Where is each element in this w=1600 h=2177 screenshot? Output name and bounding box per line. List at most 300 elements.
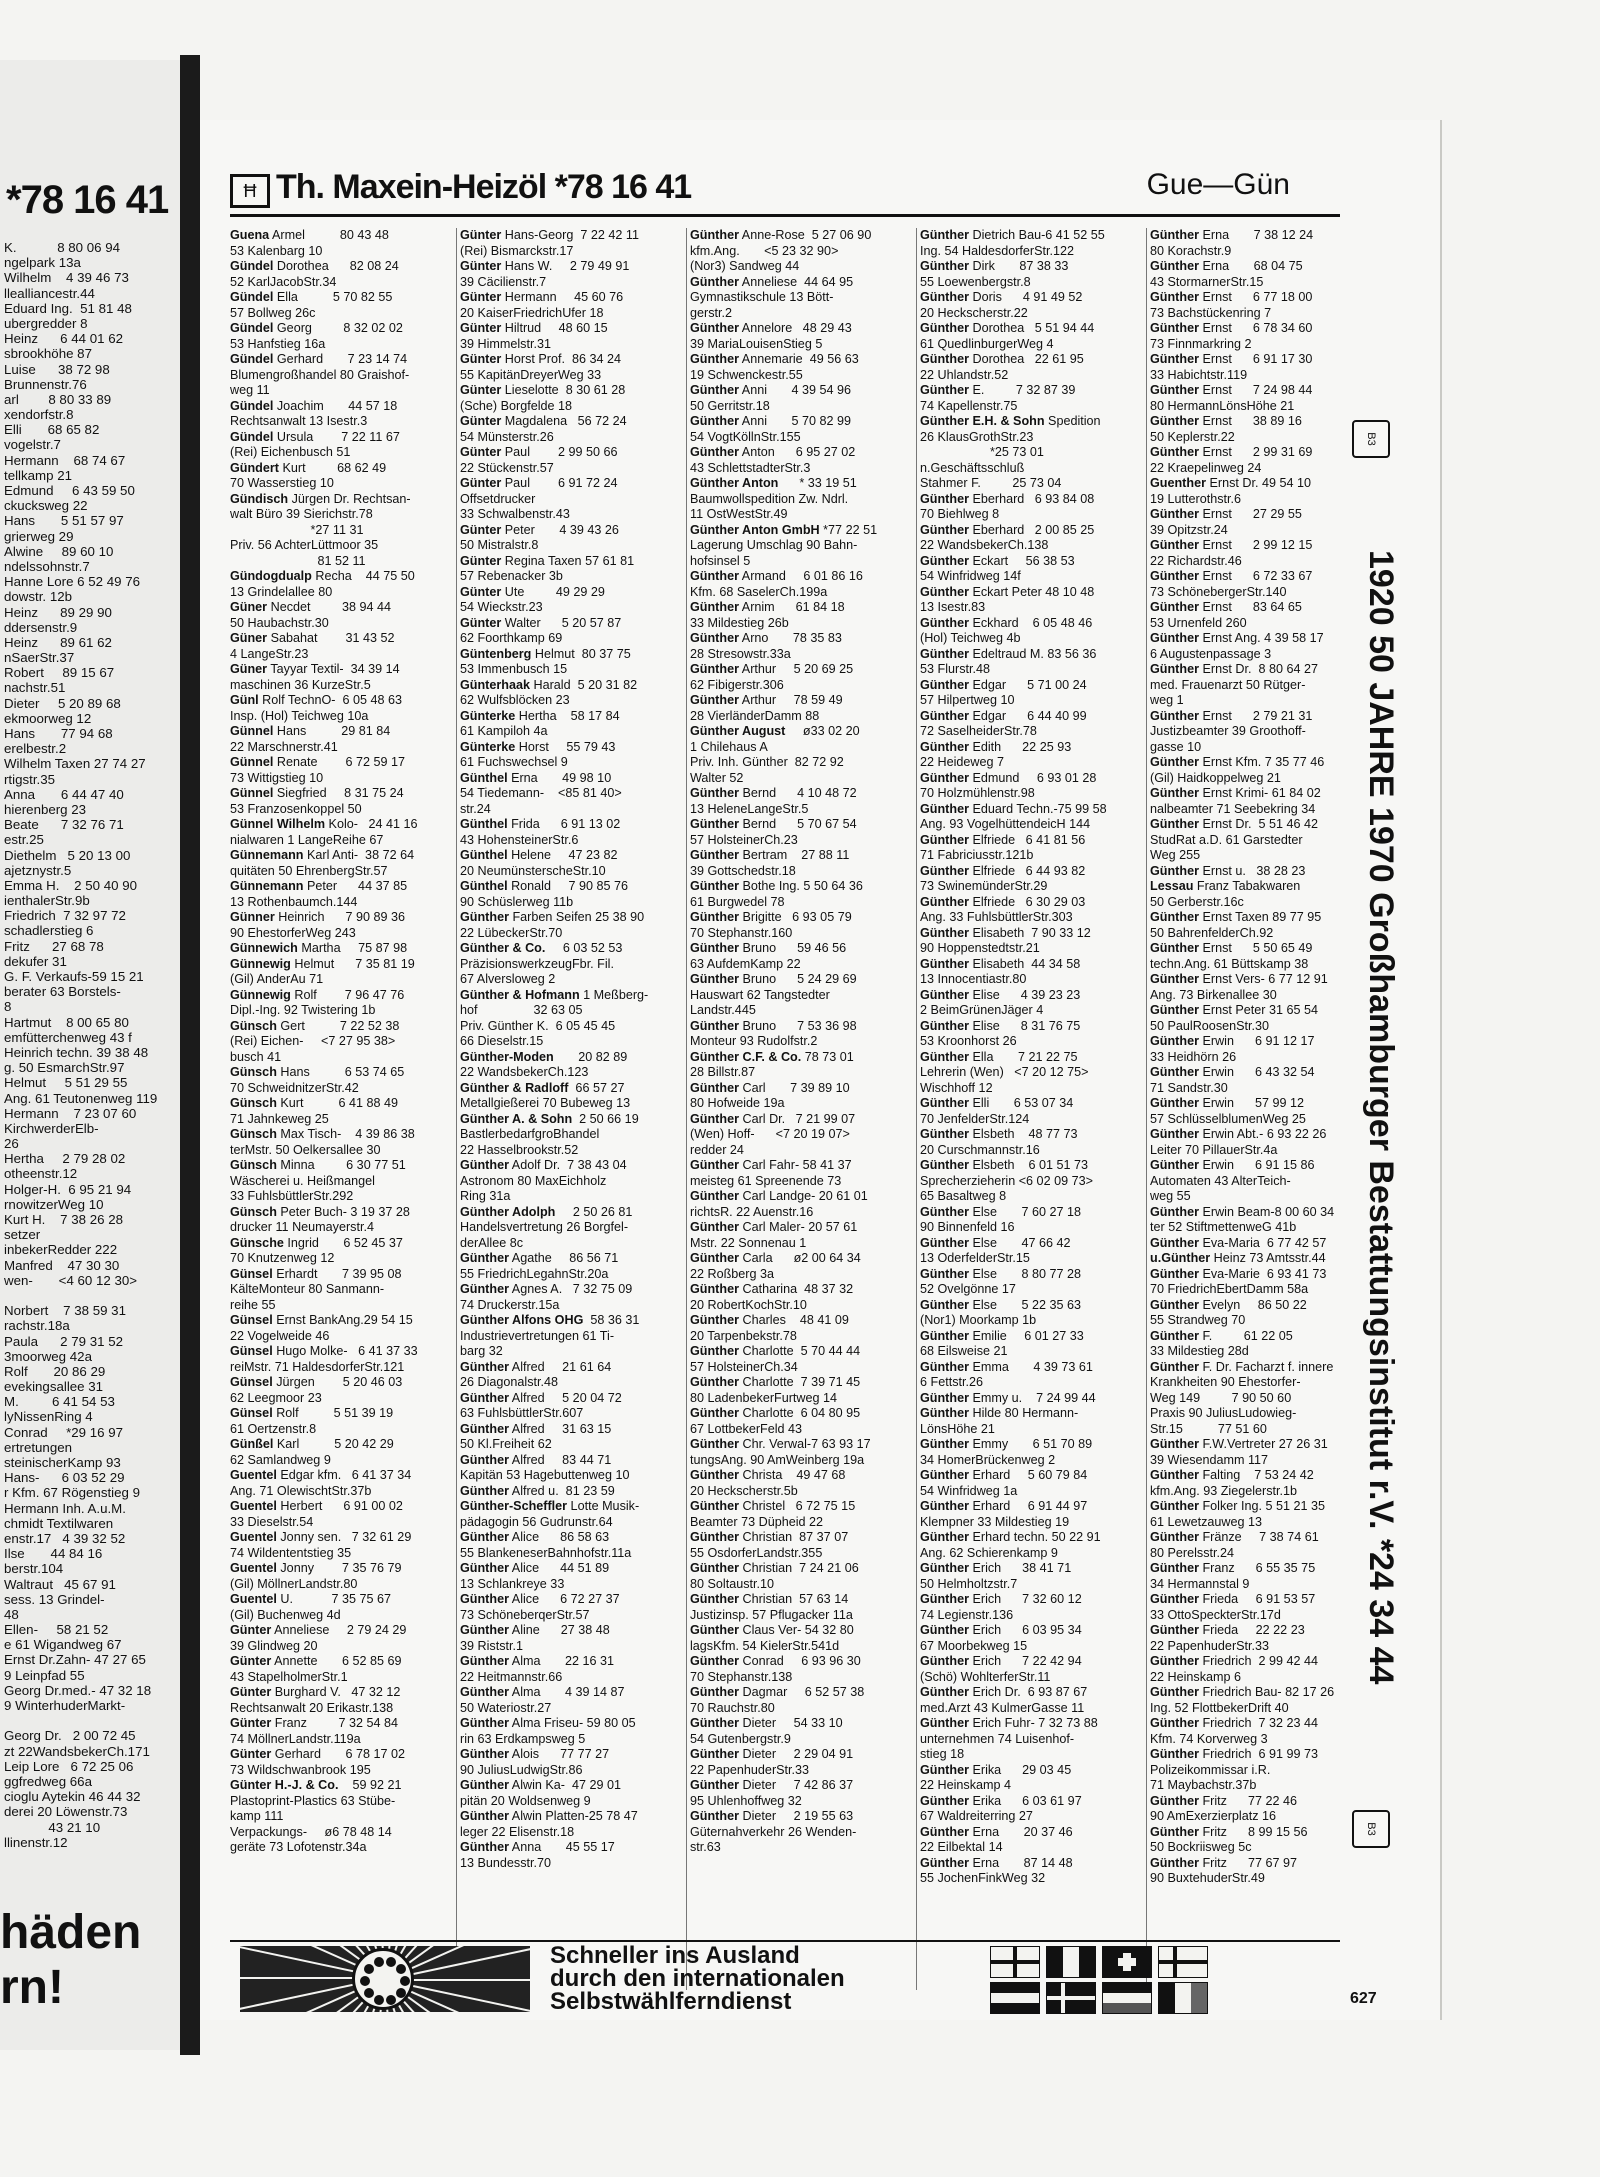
directory-entry: 55 FriedrichLegahnStr.20a xyxy=(460,1266,609,1281)
directory-entry: Günnel Siegfried 8 31 75 24 xyxy=(230,786,404,800)
directory-entry: Günther Elise 8 31 76 75 xyxy=(920,1018,1081,1033)
directory-entry: Günther C.F. & Co. 78 73 01 xyxy=(690,1049,854,1064)
france-flag-icon xyxy=(1158,1982,1208,2014)
directory-entry: Günther Dorothea 5 51 94 44 xyxy=(920,321,1095,335)
dial-hole xyxy=(360,1976,370,1986)
directory-entry: 6 Fettstr.26 xyxy=(920,1375,983,1389)
directory-entry: Günther Bothe Ing. 5 50 64 36 xyxy=(690,879,863,893)
directory-entry: Beate 7 32 76 71 xyxy=(4,817,124,833)
directory-entry: Günsch Kurt 6 41 88 49 xyxy=(230,1096,399,1110)
column-divider xyxy=(916,228,917,1990)
directory-entry: Holger-H. 6 95 21 94 xyxy=(4,1181,132,1197)
directory-entry: redder 24 xyxy=(690,1142,744,1157)
directory-entry: Günther Carl Maler- 20 57 61 xyxy=(690,1220,858,1234)
directory-entry: busch 41 xyxy=(230,1049,282,1064)
directory-entry: Robert 89 15 67 xyxy=(4,665,115,681)
directory-entry: Günther Eckart 56 38 53 xyxy=(920,553,1075,568)
directory-entry: Günther Bernd 5 70 67 54 xyxy=(690,817,857,831)
side-ad-text: 1920 50 JAHRE 1970 Großhamburger Bestattungsinstitut r.V. *24 34 44 xyxy=(1362,550,1400,1685)
directory-entry: Günther & Hofmann 1 Meßberg- xyxy=(460,987,649,1002)
directory-entry: Gündel Gerhard 7 23 14 74 xyxy=(230,352,408,366)
directory-entry: Guentel Jonny 7 35 76 79 xyxy=(230,1561,402,1575)
directory-entry: 71 Fabriciusstr.121b xyxy=(920,848,1034,862)
directory-entry: enstr.17 4 39 32 52 xyxy=(4,1530,126,1546)
directory-entry: richtsR. 22 Auenstr.16 xyxy=(690,1204,814,1219)
directory-entry: Günther Ernst 38 89 16 xyxy=(1150,414,1302,428)
directory-entry: 53 Kalenbarg 10 xyxy=(230,243,323,258)
directory-entry: Friedrich 7 32 97 72 xyxy=(4,908,126,924)
directory-entry: Hans 77 94 68 xyxy=(4,726,113,741)
directory-entry: Günsch Hans 6 53 74 65 xyxy=(230,1065,405,1079)
directory-entry: 20 Heckscherstr.22 xyxy=(920,305,1028,320)
directory-entry: Günter Hans W. 2 79 49 91 xyxy=(460,259,630,273)
directory-entry: Günnel Hans 29 81 84 xyxy=(230,724,391,738)
directory-entry: erelbestr.2 xyxy=(4,741,67,757)
directory-entry: Weg 255 xyxy=(1150,848,1201,862)
directory-entry: 39 Riststr.1 xyxy=(460,1638,523,1653)
directory-entry: n.Geschäftsschluß xyxy=(920,460,1025,475)
directory-entry: Hermann 68 74 67 xyxy=(4,452,126,468)
directory-entry: Günther Erwin Abt.- 6 93 22 26 xyxy=(1150,1127,1327,1141)
directory-entry: 70 Holzmühlenstr.98 xyxy=(920,786,1035,800)
directory-entry: Günther Edeltraud M. 83 56 36 xyxy=(920,646,1097,661)
directory-entry: Günter Anneliese 2 79 24 29 xyxy=(230,1623,407,1637)
directory-entry: Hartmut 8 00 65 80 xyxy=(4,1014,129,1030)
directory-entry: Günther Farben Seifen 25 38 90 xyxy=(460,910,645,924)
directory-entry: Günther Charlotte 7 39 71 45 xyxy=(690,1375,861,1389)
directory-entry: 55 JochenFinkWeg 32 xyxy=(920,1871,1046,1885)
swiss-flag-icon xyxy=(1102,1946,1152,1978)
directory-entry: Günsel Rolf 5 51 39 19 xyxy=(230,1406,394,1420)
directory-entry: Günther Ernst Dr. 8 80 64 27 xyxy=(1150,662,1318,676)
directory-entry: Günter Peter 4 39 43 26 xyxy=(460,522,619,537)
directory-entry: 54 VogtKöllnStr.155 xyxy=(690,429,801,444)
directory-entry: 61 Oertzenstr.8 xyxy=(230,1421,317,1436)
directory-entry: Günther Anton * 33 19 51 xyxy=(690,476,857,490)
directory-entry: rachstr.18a xyxy=(4,1318,70,1334)
directory-entry: reihe 55 xyxy=(230,1297,276,1312)
directory-entry: Günther Frieda 6 91 53 57 xyxy=(1150,1592,1316,1606)
directory-entry: Günther Ernst 6 78 34 60 xyxy=(1150,321,1313,335)
directory-entry: ndelssohnstr.7 xyxy=(4,558,90,574)
directory-entry: Günther Ernst 2 99 12 15 xyxy=(1150,538,1313,552)
directory-entry: Metallgießerei 70 Bubeweg 13 xyxy=(460,1096,631,1110)
directory-entry: Hans 5 51 57 97 xyxy=(4,513,124,529)
directory-entry: Guentel Herbert 6 91 00 02 xyxy=(230,1499,403,1513)
directory-entry: r Kfm. 67 Rögenstieg 9 xyxy=(4,1485,140,1501)
directory-entry: 22 PapenhuderStr.33 xyxy=(1150,1638,1270,1653)
directory-entry: 70 Biehlweg 8 xyxy=(920,507,1000,521)
directory-entry: Lagerung Umschlag 90 Bahn- xyxy=(690,538,858,552)
directory-entry: Günnewig Rolf 7 96 47 76 xyxy=(230,987,405,1002)
directory-entry: Günthel Ronald 7 90 85 76 xyxy=(460,879,629,893)
directory-entry: Dipl.-Ing. 92 Twistering 1b xyxy=(230,1003,376,1017)
directory-entry: M. 6 41 54 53 xyxy=(4,1394,115,1410)
directory-entry: lyNissenRing 4 xyxy=(4,1409,93,1425)
directory-entry: Günßel Karl 5 20 42 29 xyxy=(230,1437,394,1451)
directory-entry: 33 Schwalbenstr.43 xyxy=(460,507,570,521)
directory-entry: hofsinsel 5 xyxy=(690,553,751,568)
directory-entry: nialwaren 1 LangeReihe 67 xyxy=(230,832,384,847)
directory-entry: 61 Burgwedel 78 xyxy=(690,894,785,909)
directory-entry: Günsel Hugo Molke- 6 41 37 33 xyxy=(230,1344,418,1358)
directory-column-3 xyxy=(690,228,912,1856)
directory-entry: Günther Elisabeth 44 34 58 xyxy=(920,956,1081,971)
directory-entry: 28 Billstr.87 xyxy=(690,1065,756,1079)
directory-entry: Günter H.-J. & Co. 59 92 21 xyxy=(230,1778,402,1792)
directory-entry: Ang. 73 Birkenallee 30 xyxy=(1150,987,1277,1002)
directory-entry: Günther Emma 4 39 73 61 xyxy=(920,1359,1093,1374)
directory-entry: 26 Diagonalstr.48 xyxy=(460,1375,559,1389)
directory-entry: Günnemann Peter 44 37 85 xyxy=(230,879,408,893)
directory-entry: Rolf 20 86 29 xyxy=(4,1363,106,1379)
directory-entry: Günsch Gert 7 22 52 38 xyxy=(230,1018,400,1033)
directory-entry: 62 Fibigerstr.306 xyxy=(690,677,784,692)
directory-entry: Günter Regina Taxen 57 61 81 xyxy=(460,553,635,568)
directory-entry: 67 LottbekerFeld 43 xyxy=(690,1421,803,1436)
directory-entry: 50 Gerberstr.16c xyxy=(1150,894,1244,909)
directory-entry: arl 8 80 33 89 xyxy=(4,391,112,407)
directory-entry: 52 Ovelgönne 17 xyxy=(920,1282,1016,1296)
directory-entry: 52 KarlJacobStr.34 xyxy=(230,274,337,289)
directory-entry: Günther Alfred 31 63 15 xyxy=(460,1421,612,1436)
directory-entry: 57 SchlüsselblumenWeg 25 xyxy=(1150,1111,1306,1126)
directory-entry: Günther Ernst Krimi- 61 84 02 xyxy=(1150,786,1321,800)
directory-entry: (Gil) Haidkoppelweg 21 xyxy=(1150,770,1281,785)
directory-entry: weg 11 xyxy=(230,383,270,397)
directory-entry: Georg Dr.med.- 47 32 18 xyxy=(4,1682,152,1698)
directory-column-4 xyxy=(920,228,1142,1887)
directory-entry: Priv. Günther K. 6 05 45 45 xyxy=(460,1018,616,1033)
directory-entry: Günther Eckhard 6 05 48 46 xyxy=(920,615,1093,630)
directory-entry: Günthel Helene 47 23 82 xyxy=(460,848,618,862)
directory-entry: gasse 10 xyxy=(1150,739,1202,754)
directory-entry: 28 VierländerDamm 88 xyxy=(690,708,820,723)
directory-entry: Günther Alfred 5 20 04 72 xyxy=(460,1390,622,1405)
directory-entry: Günther Dieter 2 19 55 63 xyxy=(690,1809,854,1823)
directory-entry: (Schö) WohlterferStr.11 xyxy=(920,1669,1051,1684)
column-divider xyxy=(456,228,457,1990)
directory-entry: Günther Alfred 21 61 64 xyxy=(460,1359,612,1374)
directory-entry: tellkamp 21 xyxy=(4,467,72,483)
directory-entry: Günthel Frida 6 91 13 02 xyxy=(460,817,621,831)
directory-entry: Günther Eva-Maria 6 77 42 57 xyxy=(1150,1235,1327,1250)
directory-entry: 70 Stephanstr.138 xyxy=(690,1669,793,1684)
directory-entry: 55 BlankeneserBahnhofstr.11a xyxy=(460,1545,632,1560)
directory-entry: Günther Hilde 80 Hermann- xyxy=(920,1406,1079,1420)
directory-entry: (Sche) Borgfelde 18 xyxy=(460,398,573,413)
directory-entry: Günterhaak Harald 5 20 31 82 xyxy=(460,677,638,692)
directory-entry: Günther Anni 5 70 82 99 xyxy=(690,414,852,428)
directory-entry: Günther Erich Dr. 6 93 87 67 xyxy=(920,1685,1088,1699)
directory-entry: Günther Anna 45 55 17 xyxy=(460,1840,615,1854)
directory-entry: BastlerbedarfgroBhandel xyxy=(460,1127,600,1141)
directory-entry: Günther Anni 4 39 54 96 xyxy=(690,383,852,397)
directory-entry: leger 22 Elisenstr.18 xyxy=(460,1824,575,1839)
directory-column-2 xyxy=(460,228,682,1871)
directory-entry: Justizinsp. 57 Pflugacker 11a xyxy=(690,1607,853,1622)
directory-entry: Günther Else 8 80 77 28 xyxy=(920,1266,1081,1281)
directory-entry: 65 Basaltweg 8 xyxy=(920,1189,1007,1203)
directory-entry: 22 WandsbekerCh.123 xyxy=(460,1065,589,1079)
dial-hole xyxy=(364,1988,374,1998)
directory-entry: 70 Stephanstr.160 xyxy=(690,925,793,940)
directory-entry: Dieter 5 20 89 68 xyxy=(4,695,121,711)
directory-entry: Günter Horst Prof. 86 34 24 xyxy=(460,352,621,366)
directory-entry: Günterke Horst 55 79 43 xyxy=(460,739,616,754)
directory-entry: derei 20 Löwenstr.73 xyxy=(4,1804,128,1820)
directory-entry: berstr.104 xyxy=(4,1561,64,1577)
left-page-header: *78 16 41 xyxy=(6,178,169,222)
directory-entry: 54 Winfridweg 14f xyxy=(920,569,1021,583)
directory-entry: Günther Catharina 48 37 32 xyxy=(690,1282,854,1296)
directory-entry: Gündisch Jürgen Dr. Rechtsan- xyxy=(230,491,411,506)
directory-entry: 53 Kroonhorst 26 xyxy=(920,1034,1017,1048)
directory-entry: Ang. 62 Schierenkamp 9 xyxy=(920,1545,1058,1560)
directory-entry: ckucksweg 22 xyxy=(4,498,88,514)
directory-entry: Güternahverkehr 26 Wenden- xyxy=(690,1824,857,1839)
directory-entry: Rechtsanwalt 13 Isestr.3 xyxy=(230,414,368,428)
directory-entry: 55 OsdorferLandstr.355 xyxy=(690,1545,823,1560)
directory-entry: Alwine 89 60 10 xyxy=(4,543,114,559)
directory-entry: Günther Ella 7 21 22 75 xyxy=(920,1049,1078,1064)
directory-entry: Günther Erich 38 41 71 xyxy=(920,1561,1072,1575)
directory-entry: Günther Erna 7 38 12 24 xyxy=(1150,228,1314,242)
directory-entry: estr.25 xyxy=(4,832,44,848)
directory-entry: Günther Erwin 6 91 12 17 xyxy=(1150,1034,1315,1048)
directory-entry: 80 LadenbekerFurtweg 14 xyxy=(690,1390,838,1405)
directory-entry: Günther Arthur 5 20 69 25 xyxy=(690,662,854,676)
directory-entry: Lessau Franz Tabakwaren xyxy=(1150,879,1301,893)
directory-entry: Günther Alwin Ka- 47 29 01 xyxy=(460,1778,621,1792)
page-number: 627 xyxy=(1350,1990,1377,2007)
directory-entry: 50 PaulRoosenStr.30 xyxy=(1150,1018,1270,1033)
directory-entry: Günther Frieda 22 22 23 xyxy=(1150,1623,1305,1637)
directory-entry: 19 Schwenckestr.55 xyxy=(690,367,803,382)
directory-entry: Ang. 33 FuhlsbüttlerStr.303 xyxy=(920,910,1073,924)
directory-entry: Günther Emmy u. 7 24 99 44 xyxy=(920,1390,1096,1405)
directory-entry: Gündel Joachim 44 57 18 xyxy=(230,398,398,413)
directory-entry: 73 SwinemünderStr.29 xyxy=(920,879,1048,893)
directory-entry: Günther Arnim 61 84 18 xyxy=(690,600,845,614)
directory-entry: stieg 18 xyxy=(920,1747,965,1761)
directory-entry: Günther Folker Ing. 5 51 21 35 xyxy=(1150,1499,1326,1513)
directory-entry: Günther Erich 6 03 95 34 xyxy=(920,1623,1082,1637)
directory-entry: e 61 Wigandweg 67 xyxy=(4,1637,122,1653)
directory-entry: Industrievertretungen 61 Ti- xyxy=(460,1328,615,1343)
directory-entry: Günther Ernst Kfm. 7 35 77 46 xyxy=(1150,755,1325,769)
directory-entry: Günter Annette 6 52 85 69 xyxy=(230,1654,402,1668)
directory-entry: Günther Edmund 6 93 01 28 xyxy=(920,770,1097,785)
directory-entry: Günther Charlotte 5 70 44 44 xyxy=(690,1344,861,1358)
directory-entry: Günther Ernst 2 79 21 31 xyxy=(1150,708,1313,723)
directory-entry: KirchwerderElb- xyxy=(4,1120,99,1136)
directory-entry: ekmoorweg 12 xyxy=(4,710,92,726)
directory-entry: Ang. 93 VogelhüttendeicH 144 xyxy=(920,817,1091,831)
directory-entry: 1 Chilehaus A xyxy=(690,739,768,754)
directory-entry: Günther E.H. & Sohn Spedition xyxy=(920,414,1101,428)
directory-entry: meisteg 61 Spreenende 73 xyxy=(690,1173,842,1188)
directory-entry: Polizeikommissar i.R. xyxy=(1150,1762,1271,1777)
directory-entry: Günther Elsbeth 48 77 73 xyxy=(920,1127,1078,1141)
directory-entry: chmidt Textilwaren xyxy=(4,1515,114,1531)
directory-entry: kamp 111 xyxy=(230,1809,284,1823)
directory-entry: 22 Heinskamp 6 xyxy=(1150,1669,1242,1684)
directory-entry: Automaten 43 AlterTeich- xyxy=(1150,1173,1291,1188)
directory-entry: 33 FuhlsbüttlerStr.292 xyxy=(230,1189,354,1203)
directory-entry: Heinrich techn. 39 38 48 xyxy=(4,1044,149,1060)
directory-entry: 81 52 11 xyxy=(230,553,366,568)
directory-entry: Günther Bruno 7 53 36 98 xyxy=(690,1018,857,1033)
directory-entry: Günther Annemarie 49 56 63 xyxy=(690,352,859,366)
directory-entry: Kurt H. 7 38 26 28 xyxy=(4,1212,124,1227)
directory-entry xyxy=(4,1288,176,1303)
directory-entry: (Gil) MöllnerLandstr.80 xyxy=(230,1576,358,1591)
directory-entry: 90 AmExerzierplatz 16 xyxy=(1150,1809,1276,1823)
directory-entry: Edmund 6 43 59 50 xyxy=(4,483,135,498)
directory-entry: Günther Bruno 59 46 56 xyxy=(690,941,847,955)
directory-entry: Günther Erika 6 03 61 97 xyxy=(920,1793,1082,1808)
directory-entry: Conrad *29 16 97 xyxy=(4,1424,124,1440)
directory-entry: Stahmer F. 25 73 04 xyxy=(920,476,1062,490)
directory-entry: Sprecherzieherin <6 02 09 73> xyxy=(920,1173,1093,1188)
directory-entry: Gündel Ella 5 70 82 55 xyxy=(230,290,393,304)
directory-entry: 57 HolsteinerCh.34 xyxy=(690,1359,798,1374)
directory-entry: Luise 38 72 98 xyxy=(4,361,110,377)
directory-entry: vogelstr.7 xyxy=(4,437,61,453)
directory-entry: Kfm. 68 SaselerCh.199a xyxy=(690,584,828,599)
directory-entry: Günther Ernst u. 38 28 23 xyxy=(1150,863,1306,878)
directory-entry: 9 WinterhuderMarkt- xyxy=(4,1698,126,1713)
directory-entry: KälteMonteur 80 Sanmann- xyxy=(230,1282,385,1296)
directory-entry: Justizbeamter 39 Groothoff- xyxy=(1150,724,1306,738)
directory-entry: Günter Walter 5 20 57 87 xyxy=(460,615,622,630)
directory-entry: Blumengroßhandel 80 Graishof- xyxy=(230,367,410,382)
directory-entry: derAllee 8c xyxy=(460,1235,524,1250)
directory-entry: Günther Agathe 86 56 71 xyxy=(460,1251,619,1265)
badge-icon: B3 xyxy=(1352,420,1390,458)
directory-entry: Günther F.W.Vertreter 27 26 31 xyxy=(1150,1437,1328,1451)
directory-entry: 26 xyxy=(4,1136,19,1152)
directory-entry: hierenberg 23 xyxy=(4,801,87,817)
directory-entry: 43 HohensteinerStr.6 xyxy=(460,832,579,847)
denmark-flag-icon xyxy=(1046,1982,1096,2014)
directory-entry: 80 Soltaustr.10 xyxy=(690,1576,775,1591)
directory-entry: Günther Christian 57 63 14 xyxy=(690,1592,849,1606)
directory-entry: ddersenstr.9 xyxy=(4,619,78,635)
directory-entry: Günther Alfons OHG 58 36 31 xyxy=(460,1313,640,1327)
directory-entry: Günther A. & Sohn 2 50 66 19 xyxy=(460,1111,639,1126)
directory-entry: Günther E. 7 32 87 39 xyxy=(920,383,1076,397)
directory-entry: Günter Paul 6 91 72 24 xyxy=(460,476,618,490)
directory-entry: 39 Opitzstr.24 xyxy=(1150,522,1228,537)
directory-entry: Paula 2 79 31 52 xyxy=(4,1333,124,1349)
directory-entry: weg 55 xyxy=(1150,1189,1191,1203)
directory-entry: Günther Conrad 6 93 96 30 xyxy=(690,1654,861,1668)
directory-entry: 20 NeumünsterscheStr.10 xyxy=(460,863,606,878)
directory-entry: *27 11 31 xyxy=(230,522,364,537)
directory-entry: Günther Else 47 66 42 xyxy=(920,1235,1071,1250)
directory-entry: 73 Wittigstieg 10 xyxy=(230,770,324,785)
directory-entry: Guenther Ernst Dr. 49 54 10 xyxy=(1150,476,1311,490)
directory-entry: 61 Kampiloh 4a xyxy=(460,724,548,738)
directory-entry: Günther Fritz 77 22 46 xyxy=(1150,1793,1297,1808)
directory-entry: 80 Hofweide 19a xyxy=(690,1096,785,1110)
directory-entry: 62 Leegmoor 23 xyxy=(230,1390,322,1405)
badge-icon: B3 xyxy=(1352,1810,1390,1848)
directory-entry: Günsch Minna 6 30 77 51 xyxy=(230,1158,406,1172)
directory-entry: Günther & Co. 6 03 52 53 xyxy=(460,941,623,955)
directory-entry: 20 Curschmannstr.16 xyxy=(920,1142,1040,1157)
directory-entry: Günther Elli 6 53 07 34 xyxy=(920,1096,1074,1110)
directory-entry: Ilse 44 84 16 xyxy=(4,1546,103,1562)
directory-entry: 50 Haubachstr.30 xyxy=(230,615,329,630)
directory-entry: 13 HeleneLangeStr.5 xyxy=(690,801,809,816)
directory-entry: Günter Paul 2 99 50 66 xyxy=(460,445,618,459)
directory-entry: pädagogin 56 Gudrunstr.64 xyxy=(460,1514,613,1529)
directory-entry: Günther Friedrich 6 91 99 73 xyxy=(1150,1747,1318,1761)
directory-entry: Günther Claus Ver- 54 32 80 xyxy=(690,1623,854,1637)
directory-entry: Monteur 93 Rudolfstr.2 xyxy=(690,1034,818,1048)
directory-entry: 90 Binnenfeld 16 xyxy=(920,1220,1015,1234)
directory-entry: 22 Heinskamp 4 xyxy=(920,1778,1012,1792)
directory-entry: Günther Eva-Marie 6 93 41 73 xyxy=(1150,1266,1327,1281)
directory-entry: Günther Anne-Rose 5 27 06 90 xyxy=(690,228,872,242)
directory-entry: Gündel Georg 8 32 02 02 xyxy=(230,321,403,335)
directory-entry: Günther-Moden 20 82 89 xyxy=(460,1049,628,1064)
directory-entry: 73 Wildschwanbrook 195 xyxy=(230,1762,371,1777)
directory-entry: Günter Magdalena 56 72 24 xyxy=(460,414,627,428)
directory-entry: 22 Marschnerstr.41 xyxy=(230,739,338,754)
directory-entry: Handelsvertretung 26 Borgfel- xyxy=(460,1220,629,1234)
directory-entry: Günther Charlotte 6 04 80 95 xyxy=(690,1406,861,1420)
directory-entry: 71 Maybachstr.37b xyxy=(1150,1778,1257,1792)
directory-entry: Baumwollspedition Zw. Ndrl. xyxy=(690,491,849,506)
directory-entry: 22 Hasselbrookstr.52 xyxy=(460,1142,579,1157)
directory-entry: Günther Elise 4 39 23 23 xyxy=(920,987,1081,1002)
directory-entry: inbekerRedder 222 xyxy=(4,1242,118,1258)
directory-entry: geräte 73 Lofotenstr.34a xyxy=(230,1840,367,1854)
directory-entry: techn.Ang. 61 Büttskamp 38 xyxy=(1150,956,1309,971)
directory-entry: 19 Lutterothstr.6 xyxy=(1150,491,1242,506)
directory-entry: Günther Ernst Vers- 6 77 12 91 xyxy=(1150,972,1328,986)
directory-entry: 13 Rothenbaumch.144 xyxy=(230,894,358,909)
directory-entry: 63 AufdemKamp 22 xyxy=(690,956,801,971)
directory-entry: kfm.Ang. 93 Ziegelerstr.1b xyxy=(1150,1483,1297,1498)
directory-entry: 9 Leinpfad 55 xyxy=(4,1667,85,1683)
directory-entry: 90 BuxtehuderStr.49 xyxy=(1150,1871,1265,1885)
directory-entry: Günther Erich 7 32 60 12 xyxy=(920,1592,1082,1606)
directory-entry: Günther Elsbeth 6 01 51 73 xyxy=(920,1158,1089,1172)
directory-entry xyxy=(4,1713,176,1728)
page-range: Gue—Gün xyxy=(1146,168,1290,201)
directory-entry: Kfm. 74 Korverweg 3 xyxy=(1150,1731,1268,1746)
directory-entry: Günther Ernst Peter 31 65 54 xyxy=(1150,1003,1318,1017)
directory-entry: (Gil) Buchenweg 4d xyxy=(230,1607,341,1622)
directory-entry: med.Arzt 43 KulmerGasse 11 xyxy=(920,1700,1085,1715)
directory-entry: Günther Emilie 6 01 27 33 xyxy=(920,1328,1084,1343)
directory-entry: Günther Agnes A. 7 32 75 09 xyxy=(460,1282,633,1296)
directory-entry: Günther F. Dr. Facharzt f. innere xyxy=(1150,1359,1334,1374)
directory-entry: Günther Friedrich 7 32 23 44 xyxy=(1150,1716,1318,1730)
directory-entry: Georg Dr. 2 00 72 45 xyxy=(4,1728,136,1744)
directory-entry: Günther Bertram 27 88 11 xyxy=(690,848,850,862)
directory-entry: (Wen) Hoff- <7 20 19 07> xyxy=(690,1127,850,1141)
directory-entry: drucker 11 Neumayerstr.4 xyxy=(230,1220,374,1234)
directory-entry: 33 Habichtstr.119 xyxy=(1150,367,1248,382)
directory-entry: 50 BahrenfelderCh.92 xyxy=(1150,925,1274,940)
directory-entry: (Nor1) Moorkamp 1b xyxy=(920,1313,1037,1327)
